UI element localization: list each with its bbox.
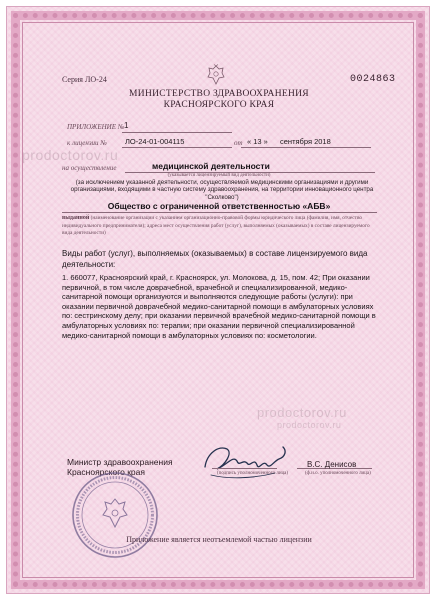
signature-caption: (подпись уполномоченного лица): [217, 471, 289, 476]
date-month-year: сентября 2018: [280, 137, 331, 146]
minister-title-line2: Красноярского края: [67, 467, 145, 477]
activity-prefix: на осуществление: [62, 164, 117, 172]
serial-number: 0024863: [350, 74, 396, 85]
issued-caption-text: (наименование организации с указанием организационно-правовой формы юридического лица (фамилия, имя, отчество индивидуального предпринимателя); адреса мест осуществления работ (услуг), выполняемых (оказываемых) в составе лицензируемого вида деятельности): [62, 215, 370, 237]
watermark-secondary-small: prodoctorov.ru: [277, 420, 342, 430]
organization-name: Общество с ограниченной ответственностью «АБВ»: [107, 201, 331, 211]
license-number: ЛО-24-01-004115: [125, 137, 185, 146]
ministry-region: КРАСНОЯРСКОГО КРАЯ: [163, 100, 275, 110]
signer-name-caption: (ф.и.о. уполномоченного лица): [305, 471, 371, 476]
date-line: [241, 147, 371, 148]
appendix-number-line: [122, 132, 232, 133]
license-appendix-sheet: [6, 6, 430, 594]
minister-title-line1: Министр здравоохранения: [67, 457, 173, 467]
activity-name: медицинской деятельности: [152, 161, 270, 171]
appendix-label-text: ПРИЛОЖЕНИЕ: [67, 123, 116, 131]
appendix-number: 1: [124, 121, 129, 130]
official-seal-stamp: [69, 469, 161, 561]
organization-line: [62, 212, 377, 213]
footer-note: Приложение является неотъемлемой частью лицензии: [126, 535, 312, 544]
appendix-label: [67, 123, 124, 131]
works-heading: Виды работ (услуг), выполняемых (оказываемых) в составе лицензируемого вида деятельности:: [62, 249, 368, 269]
works-item-1: 1. 660077, Красноярский край, г. Красноярск, ул. Молокова, д. 15, пом. 42; При оказании первичной, в том числе доврачебной, врачебной и специализированной, медико-санитарной помощи организуются и выполняются следующие работы (услуги): при оказании первичной доврачебной медико-санитарной помощи в амбулаторных условиях по: сестринскому делу; при оказании первичной врачебной медико-санитарной помощи в амбулаторных условиях по: терапии; при оказании первичной специализированной медико-санитарной помощи в амбулаторных условиях по: косметологии.: [62, 273, 376, 340]
watermark-main: prodoctorov.ru: [22, 147, 119, 163]
signature-line: [212, 468, 277, 469]
coat-of-arms-emblem-icon: [206, 63, 226, 87]
appendix-no-sign: №: [117, 123, 125, 131]
watermark-secondary: prodoctorov.ru: [257, 405, 347, 420]
license-number-line: [122, 147, 232, 148]
series-label: Серия ЛО-24: [62, 75, 107, 84]
activity-exclusion: (за исключением указанной деятельности, осуществляемой медицинскими организациями и другими организациями, входящими в частную систему здравоохранения, на территории инновационного центра "Сколково"): [70, 179, 374, 201]
to-license-label: к лицензии №: [67, 139, 107, 147]
date-day: « 13 »: [247, 137, 268, 146]
from-label: от: [234, 139, 243, 147]
handwritten-signature: [197, 435, 292, 485]
activity-caption: (указывается лицензируемый вид деятельности): [167, 173, 271, 178]
signer-name: В.С. Денисов: [307, 460, 357, 469]
issued-caption: [62, 215, 377, 238]
issued-label: выданной: [62, 215, 90, 221]
ministry-title: МИНИСТЕРСТВО ЗДРАВООХРАНЕНИЯ: [129, 89, 309, 99]
